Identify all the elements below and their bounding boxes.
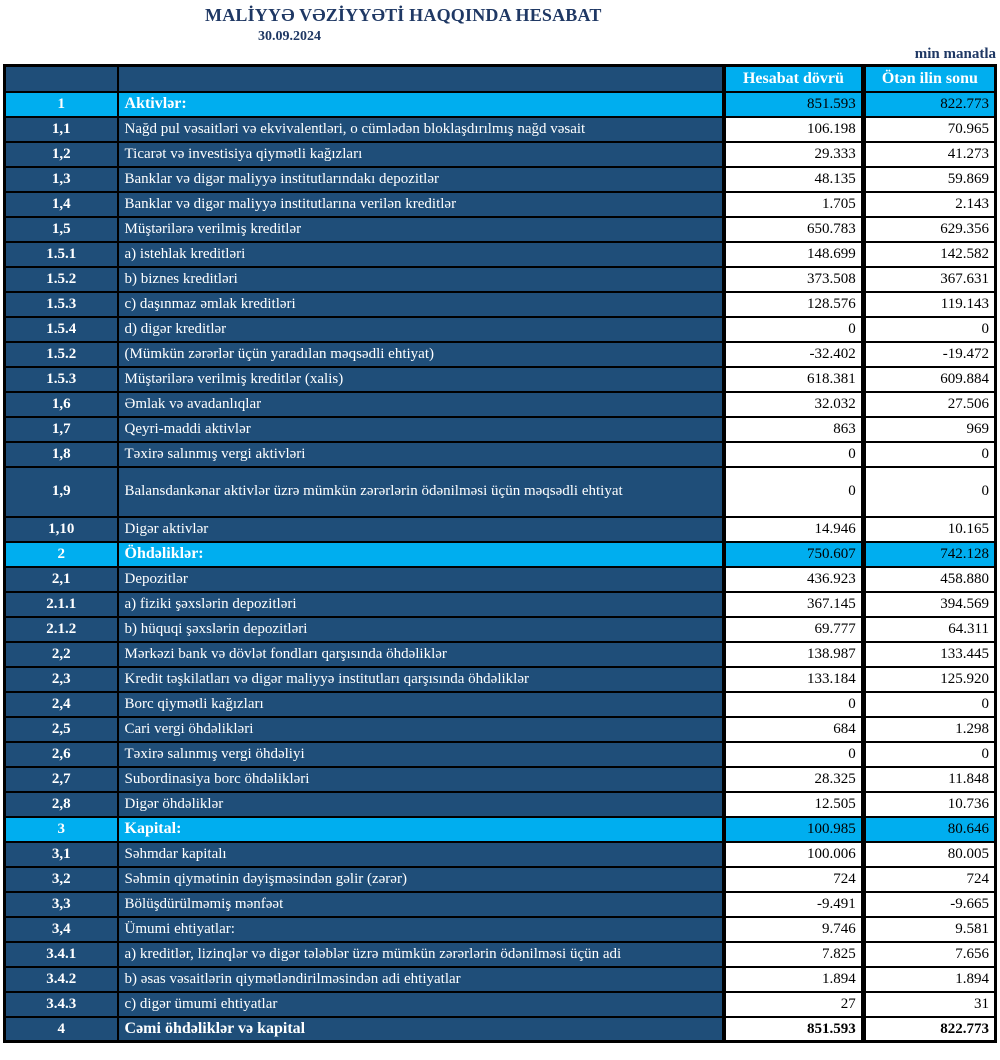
unit-note: min manatla <box>914 46 996 62</box>
value-current-cell: 650.783 <box>724 217 863 242</box>
table-row <box>5 842 996 867</box>
row-number-cell: 2,6 <box>5 742 118 767</box>
table-row <box>5 342 996 367</box>
row-number-cell: 3.4.1 <box>5 942 118 967</box>
value-previous-cell: 125.920 <box>863 667 995 692</box>
table-row <box>5 267 996 292</box>
row-number-cell: 2.1.1 <box>5 592 118 617</box>
table-row <box>5 992 996 1017</box>
column-header-previous-year: Ötən ilin sonu <box>863 66 995 92</box>
value-current-cell: 436.923 <box>724 567 863 592</box>
value-previous-cell: 969 <box>863 417 995 442</box>
row-number-cell: 3 <box>5 817 118 842</box>
value-previous-cell: 0 <box>863 467 995 517</box>
row-number-cell: 3.4.2 <box>5 967 118 992</box>
row-label-cell: Bölüşdürülməmiş mənfəət <box>118 892 725 917</box>
row-number-cell: 1.5.2 <box>5 267 118 292</box>
row-label-cell: Cari vergi öhdəlikləri <box>118 717 725 742</box>
table-row <box>5 867 996 892</box>
row-number-cell: 2,4 <box>5 692 118 717</box>
row-label-cell: Səhmin qiymətinin dəyişməsindən gəlir (zərər) <box>118 867 725 892</box>
value-previous-cell: 394.569 <box>863 592 995 617</box>
table-row <box>5 717 996 742</box>
value-current-cell: 133.184 <box>724 667 863 692</box>
row-number-cell: 2,8 <box>5 792 118 817</box>
table-row <box>5 442 996 467</box>
table-row <box>5 792 996 817</box>
value-previous-cell: 70.965 <box>863 117 995 142</box>
value-previous-cell: 142.582 <box>863 242 995 267</box>
financial-position-table <box>3 64 997 1043</box>
row-label-cell: Qeyri-maddi aktivlər <box>118 417 725 442</box>
value-current-cell: 69.777 <box>724 617 863 642</box>
value-current-cell: 0 <box>724 467 863 517</box>
row-number-cell: 2,3 <box>5 667 118 692</box>
table-row <box>5 92 996 117</box>
value-previous-cell: 2.143 <box>863 192 995 217</box>
table-row <box>5 667 996 692</box>
row-label-cell: Müştərilərə verilmiş kreditlər (xalis) <box>118 367 725 392</box>
row-label-cell: d) digər kreditlər <box>118 317 725 342</box>
value-previous-cell: 9.581 <box>863 917 995 942</box>
value-previous-cell: 11.848 <box>863 767 995 792</box>
row-number-cell: 1,2 <box>5 142 118 167</box>
row-number-cell: 3,1 <box>5 842 118 867</box>
row-number-cell: 4 <box>5 1017 118 1042</box>
row-label-cell: Borc qiymətli kağızları <box>118 692 725 717</box>
row-number-cell: 1,10 <box>5 517 118 542</box>
value-previous-cell: 119.143 <box>863 292 995 317</box>
row-number-cell: 1 <box>5 92 118 117</box>
value-current-cell: 106.198 <box>724 117 863 142</box>
value-previous-cell: 458.880 <box>863 567 995 592</box>
value-current-cell: 100.006 <box>724 842 863 867</box>
row-label-cell: Təxirə salınmış vergi aktivləri <box>118 442 725 467</box>
value-current-cell: 100.985 <box>724 817 863 842</box>
row-number-cell: 3,3 <box>5 892 118 917</box>
row-label-cell: Ümumi ehtiyatlar: <box>118 917 725 942</box>
value-previous-cell: 0 <box>863 692 995 717</box>
row-number-cell: 3,4 <box>5 917 118 942</box>
row-label-cell: c) digər ümumi ehtiyatlar <box>118 992 725 1017</box>
table-row <box>5 417 996 442</box>
table-row <box>5 917 996 942</box>
value-current-cell: 29.333 <box>724 142 863 167</box>
value-previous-cell: 80.005 <box>863 842 995 867</box>
table-row <box>5 942 996 967</box>
value-previous-cell: 367.631 <box>863 267 995 292</box>
row-number-cell: 1.5.3 <box>5 367 118 392</box>
value-current-cell: 0 <box>724 692 863 717</box>
header-description-cell <box>118 66 725 92</box>
row-label-cell: Cəmi öhdəliklər və kapital <box>118 1017 725 1042</box>
value-current-cell: 28.325 <box>724 767 863 792</box>
value-previous-cell: 7.656 <box>863 942 995 967</box>
value-previous-cell: 609.884 <box>863 367 995 392</box>
row-label-cell: Kapital: <box>118 817 725 842</box>
value-current-cell: 367.145 <box>724 592 863 617</box>
row-label-cell: Banklar və digər maliyyə institutlarındakı depozitlər <box>118 167 725 192</box>
value-previous-cell: 59.869 <box>863 167 995 192</box>
row-label-cell: Nağd pul vəsaitləri və ekvivalentləri, o cümlədən bloklaşdırılmış nağd vəsait <box>118 117 725 142</box>
table-row <box>5 242 996 267</box>
row-label-cell: b) hüquqi şəxslərin depozitləri <box>118 617 725 642</box>
value-current-cell: 851.593 <box>724 1017 863 1042</box>
row-number-cell: 2,2 <box>5 642 118 667</box>
value-current-cell: 684 <box>724 717 863 742</box>
row-label-cell: b) biznes kreditləri <box>118 267 725 292</box>
value-previous-cell: 0 <box>863 742 995 767</box>
value-previous-cell: -9.665 <box>863 892 995 917</box>
table-row <box>5 167 996 192</box>
row-number-cell: 2,5 <box>5 717 118 742</box>
value-current-cell: 750.607 <box>724 542 863 567</box>
value-previous-cell: 10.165 <box>863 517 995 542</box>
table-row <box>5 817 996 842</box>
value-current-cell: -32.402 <box>724 342 863 367</box>
table-row <box>5 1017 996 1042</box>
row-number-cell: 2,7 <box>5 767 118 792</box>
row-number-cell: 1,1 <box>5 117 118 142</box>
row-label-cell: Müştərilərə verilmiş kreditlər <box>118 217 725 242</box>
value-previous-cell: 1.894 <box>863 967 995 992</box>
row-label-cell: Mərkəzi bank və dövlət fondları qarşısında öhdəliklər <box>118 642 725 667</box>
value-current-cell: 148.699 <box>724 242 863 267</box>
value-current-cell: 1.894 <box>724 967 863 992</box>
table-row <box>5 317 996 342</box>
table-row <box>5 542 996 567</box>
table-row <box>5 617 996 642</box>
value-previous-cell: 10.736 <box>863 792 995 817</box>
report-header <box>0 0 1000 45</box>
table-header-row <box>5 66 996 92</box>
value-current-cell: 14.946 <box>724 517 863 542</box>
table-row <box>5 892 996 917</box>
value-previous-cell: 31 <box>863 992 995 1017</box>
report-date: 30.09.2024 <box>258 29 321 44</box>
table-row <box>5 142 996 167</box>
row-number-cell: 3,2 <box>5 867 118 892</box>
row-number-cell: 1.5.3 <box>5 292 118 317</box>
table-row <box>5 592 996 617</box>
row-number-cell: 1,9 <box>5 467 118 517</box>
row-label-cell: a) kreditlər, lizinqlər və digər tələblər üzrə mümkün zərərlərin ödənilməsi üçün adi <box>118 942 725 967</box>
row-label-cell: Digər öhdəliklər <box>118 792 725 817</box>
page-title: MALİYYƏ VƏZİYYƏTİ HAQQINDA HESABAT <box>205 5 602 25</box>
row-number-cell: 2,1 <box>5 567 118 592</box>
value-current-cell: 128.576 <box>724 292 863 317</box>
value-current-cell: 0 <box>724 442 863 467</box>
row-label-cell: Depozitlər <box>118 567 725 592</box>
value-current-cell: 12.505 <box>724 792 863 817</box>
row-label-cell: c) daşınmaz əmlak kreditləri <box>118 292 725 317</box>
row-label-cell: b) əsas vəsaitlərin qiymətləndirilməsindən adi ehtiyatlar <box>118 967 725 992</box>
value-current-cell: 7.825 <box>724 942 863 967</box>
value-previous-cell: -19.472 <box>863 342 995 367</box>
value-previous-cell: 629.356 <box>863 217 995 242</box>
row-label-cell: Aktivlər: <box>118 92 725 117</box>
value-current-cell: 618.381 <box>724 367 863 392</box>
row-label-cell: a) istehlak kreditləri <box>118 242 725 267</box>
table-row <box>5 192 996 217</box>
row-number-cell: 1,4 <box>5 192 118 217</box>
row-number-cell: 1,8 <box>5 442 118 467</box>
value-previous-cell: 64.311 <box>863 617 995 642</box>
row-number-cell: 2 <box>5 542 118 567</box>
table-row <box>5 567 996 592</box>
value-current-cell: -9.491 <box>724 892 863 917</box>
row-label-cell: Subordinasiya borc öhdəlikləri <box>118 767 725 792</box>
table-row <box>5 217 996 242</box>
value-previous-cell: 133.445 <box>863 642 995 667</box>
value-current-cell: 0 <box>724 742 863 767</box>
table-row <box>5 692 996 717</box>
row-number-cell: 1,7 <box>5 417 118 442</box>
row-number-cell: 1,3 <box>5 167 118 192</box>
value-previous-cell: 1.298 <box>863 717 995 742</box>
row-number-cell: 1.5.2 <box>5 342 118 367</box>
row-label-cell: Səhmdar kapitalı <box>118 842 725 867</box>
row-label-cell: a) fiziki şəxslərin depozitləri <box>118 592 725 617</box>
row-label-cell: Əmlak və avadanlıqlar <box>118 392 725 417</box>
row-number-cell: 1,6 <box>5 392 118 417</box>
row-label-cell: Kredit təşkilatları və digər maliyyə institutları qarşısında öhdəliklər <box>118 667 725 692</box>
row-label-cell: Ticarət və investisiya qiymətli kağızları <box>118 142 725 167</box>
row-label-cell: Banklar və digər maliyyə institutlarına verilən kreditlər <box>118 192 725 217</box>
value-previous-cell: 80.646 <box>863 817 995 842</box>
value-current-cell: 863 <box>724 417 863 442</box>
value-current-cell: 373.508 <box>724 267 863 292</box>
row-number-cell: 1,5 <box>5 217 118 242</box>
column-header-current-period: Hesabat dövrü <box>724 66 863 92</box>
table-row <box>5 367 996 392</box>
table-row <box>5 467 996 517</box>
value-current-cell: 0 <box>724 317 863 342</box>
value-current-cell: 32.032 <box>724 392 863 417</box>
header-number-cell <box>5 66 118 92</box>
row-label-cell: Öhdəliklər: <box>118 542 725 567</box>
value-previous-cell: 822.773 <box>863 92 995 117</box>
value-current-cell: 27 <box>724 992 863 1017</box>
row-number-cell: 1.5.4 <box>5 317 118 342</box>
table-row <box>5 642 996 667</box>
value-current-cell: 1.705 <box>724 192 863 217</box>
row-number-cell: 3.4.3 <box>5 992 118 1017</box>
row-number-cell: 1.5.1 <box>5 242 118 267</box>
table-row <box>5 292 996 317</box>
value-previous-cell: 41.273 <box>863 142 995 167</box>
value-previous-cell: 27.506 <box>863 392 995 417</box>
row-number-cell: 2.1.2 <box>5 617 118 642</box>
table-row <box>5 392 996 417</box>
table-row <box>5 767 996 792</box>
value-previous-cell: 724 <box>863 867 995 892</box>
value-current-cell: 724 <box>724 867 863 892</box>
row-label-cell: Balansdankənar aktivlər üzrə mümkün zərərlərin ödənilməsi üçün məqsədli ehtiyat <box>118 467 725 517</box>
table-row <box>5 517 996 542</box>
value-previous-cell: 0 <box>863 442 995 467</box>
table-row <box>5 967 996 992</box>
value-previous-cell: 822.773 <box>863 1017 995 1042</box>
value-current-cell: 9.746 <box>724 917 863 942</box>
row-label-cell: Təxirə salınmış vergi öhdəliyi <box>118 742 725 767</box>
value-current-cell: 138.987 <box>724 642 863 667</box>
value-previous-cell: 0 <box>863 317 995 342</box>
value-current-cell: 48.135 <box>724 167 863 192</box>
row-label-cell: Digər aktivlər <box>118 517 725 542</box>
table-row <box>5 742 996 767</box>
value-previous-cell: 742.128 <box>863 542 995 567</box>
value-current-cell: 851.593 <box>724 92 863 117</box>
table-row <box>5 117 996 142</box>
row-label-cell: (Mümkün zərərlər üçün yaradılan məqsədli ehtiyat) <box>118 342 725 367</box>
